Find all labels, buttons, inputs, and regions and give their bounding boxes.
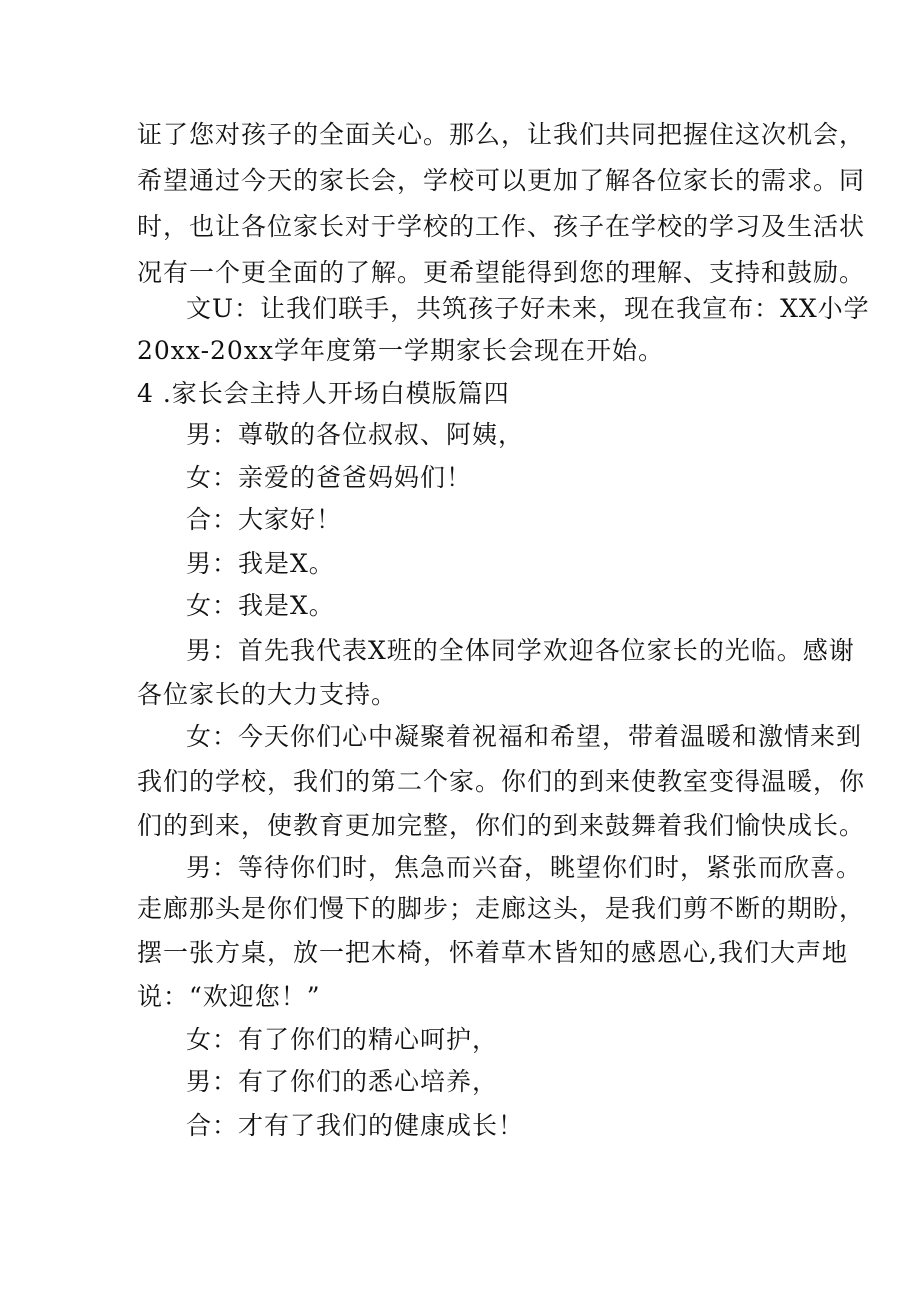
dialogue-line: 女：有了你们的精心呵护， [186,1025,499,1054]
dialogue-line: 女：我是X。 [186,591,335,620]
dialogue-line: 我们的学校，我们的第二个家。你们的到来使教室变得温暖，你 [137,767,866,796]
dialogue-line: 女：今天你们心中凝聚着祝福和希望，带着温暖和激情来到 [186,722,863,751]
dialogue-line: 男：尊敬的各位叔叔、阿姨， [186,420,525,449]
paragraph-line: 况有一个更全面的了解。更希望能得到您的理解、支持和鼓励。 [137,258,866,287]
dialogue-line: 走廊那头是你们慢下的脚步；走廊这头，是我们剪不断的期盼， [137,894,866,923]
dialogue-line: 男：我是X。 [186,549,335,578]
dialogue-line: 说：“欢迎您！” [137,982,321,1011]
section-heading: 4 .家长会主持人开场白模版篇四 [137,379,510,408]
paragraph-line: 时，也让各位家长对于学校的工作、孩子在学校的学习及生活状 [137,212,866,241]
dialogue-line: 男：有了你们的悉心培养， [186,1067,499,1096]
dialogue-line: 男：首先我代表X班的全体同学欢迎各位家长的光临。感谢 [186,636,855,665]
paragraph-line: 希望通过今天的家长会，学校可以更加了解各位家长的需求。同 [137,166,866,195]
paragraph-line: 证了您对孩子的全面关心。那么，让我们共同把握住这次机会， [137,120,866,149]
dialogue-line: 合：大家好！ [186,505,343,534]
dialogue-line: 合：才有了我们的健康成长！ [186,1111,525,1140]
dialogue-line: 女：亲爱的爸爸妈妈们！ [186,463,473,492]
paragraph-line: 文U：让我们联手，共筑孩子好未来，现在我宣布：XX小学 [186,294,870,323]
paragraph-line: 20xx-20xx学年度第一学期家长会现在开始。 [137,336,665,365]
dialogue-line: 男：等待你们时，焦急而兴奋，眺望你们时，紧张而欣喜。 [186,853,863,882]
dialogue-line: 们的到来，使教育更加完整，你们的到来鼓舞着我们愉快成长。 [137,811,866,840]
dialogue-line: 摆一张方桌，放一把木椅，怀着草木皆知的感恩心,我们大声地 [137,938,848,967]
dialogue-line: 各位家长的大力支持。 [137,680,398,709]
